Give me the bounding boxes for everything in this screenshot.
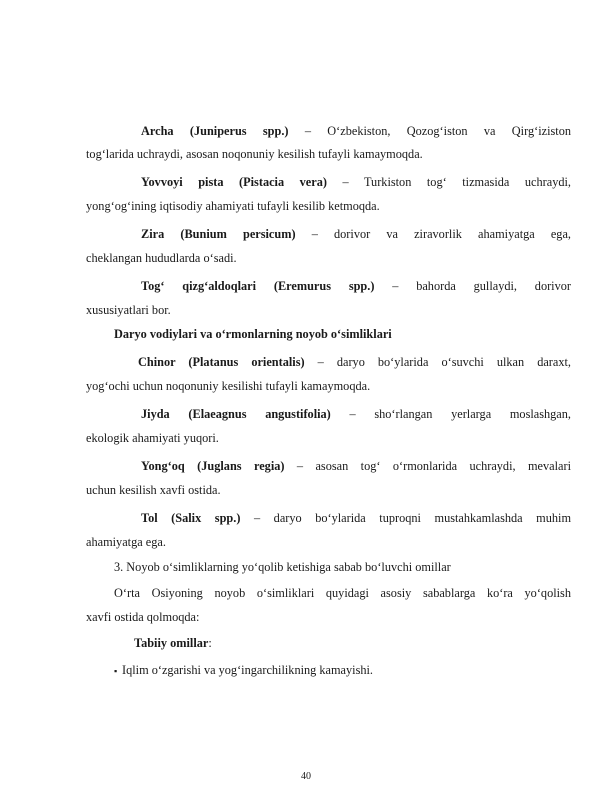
entry-zira-line1 bbox=[141, 227, 571, 242]
natural-factors-colon: : bbox=[208, 636, 212, 650]
entry-term: Yong‘oq (Juglans regia) bbox=[141, 459, 285, 473]
bullet-item bbox=[114, 663, 571, 679]
entry-zira-line2: cheklangan hududlarda o‘sadi. bbox=[86, 251, 237, 265]
entry-term: Tol (Salix spp.) bbox=[141, 511, 241, 525]
entry-term: Jiyda (Elaeagnus angustifolia) bbox=[141, 407, 331, 421]
entry-tol-line2: ahamiyatga ega. bbox=[86, 535, 166, 549]
entry-eremurus-line2: xususiyatlari bor. bbox=[86, 303, 171, 317]
section-heading-river bbox=[114, 327, 571, 342]
entry-chinor-line2: yog‘ochi uchun noqonuniy kesilishi tufayli kamaymoqda. bbox=[86, 379, 371, 393]
entry-chinor-line1 bbox=[138, 355, 571, 370]
section3-paragraph-line1: O‘rta Osiyoning noyob o‘simliklari quyidagi asosiy sabablarga ko‘ra yo‘qolish bbox=[114, 586, 571, 600]
entry-desc: – bahorda gullaydi, dorivor bbox=[374, 279, 571, 293]
section-heading-text: Daryo vodiylari va o‘rmonlarning noyob o‘simliklari bbox=[114, 327, 392, 341]
entry-yongoq-line1 bbox=[141, 459, 571, 474]
entry-archa-line1 bbox=[141, 124, 571, 139]
bullet-item-text: Iqlim o‘zgarishi va yog‘ingarchilikning kamayishi. bbox=[122, 663, 374, 677]
entry-pista-line2: yong‘og‘ining iqtisodiy ahamiyati tufayli kesilib ketmoqda. bbox=[86, 199, 380, 213]
entry-eremurus-line1 bbox=[141, 279, 571, 294]
entry-desc: – daryo bo‘ylarida o‘suvchi ulkan daraxt, bbox=[304, 355, 572, 369]
entry-desc: – Turkiston tog‘ tizmasida uchraydi, bbox=[326, 175, 571, 189]
entry-pista-line1 bbox=[141, 175, 571, 190]
entry-jiyda-line1 bbox=[141, 407, 571, 422]
entry-desc: – daryo bo‘ylarida tuproqni mustahkamlashda muhim bbox=[240, 511, 572, 525]
section3-title: 3. Noyob o‘simliklarning yo‘qolib ketishiga sabab bo‘luvchi omillar bbox=[114, 560, 451, 574]
entry-tol-line1 bbox=[141, 511, 571, 526]
entry-term: Yovvoyi pista (Pistacia vera) bbox=[141, 175, 327, 189]
entry-term: Archa (Juniperus spp.) bbox=[141, 124, 289, 138]
bullet-icon: ▪ bbox=[114, 666, 118, 676]
entry-term: Zira (Bunium persicum) bbox=[141, 227, 296, 241]
entry-desc: – O‘zbekiston, Qozog‘iston va Qirg‘iziston bbox=[288, 124, 571, 138]
natural-factors-label bbox=[134, 636, 571, 651]
entry-desc: – asosan tog‘ o‘rmonlarida uchraydi, mevalari bbox=[284, 459, 571, 473]
page-number: 40 bbox=[301, 771, 311, 782]
entry-yongoq-line2: uchun kesilish xavfi ostida. bbox=[86, 483, 221, 497]
entry-jiyda-line2: ekologik ahamiyati yuqori. bbox=[86, 431, 219, 445]
natural-factors-text: Tabiiy omillar bbox=[134, 636, 209, 650]
entry-desc: – sho‘rlangan yerlarga moslashgan, bbox=[330, 407, 571, 421]
section3-paragraph-line2: xavfi ostida qolmoqda: bbox=[86, 610, 200, 624]
entry-term: Tog‘ qizg‘aldoqlari (Eremurus spp.) bbox=[141, 279, 375, 293]
entry-desc: – dorivor va ziravorlik ahamiyatga ega, bbox=[295, 227, 571, 241]
entry-archa-line2: tog‘larida uchraydi, asosan noqonuniy kesilish tufayli kamaymoqda. bbox=[86, 147, 423, 161]
entry-term: Chinor (Platanus orientalis) bbox=[138, 355, 305, 369]
